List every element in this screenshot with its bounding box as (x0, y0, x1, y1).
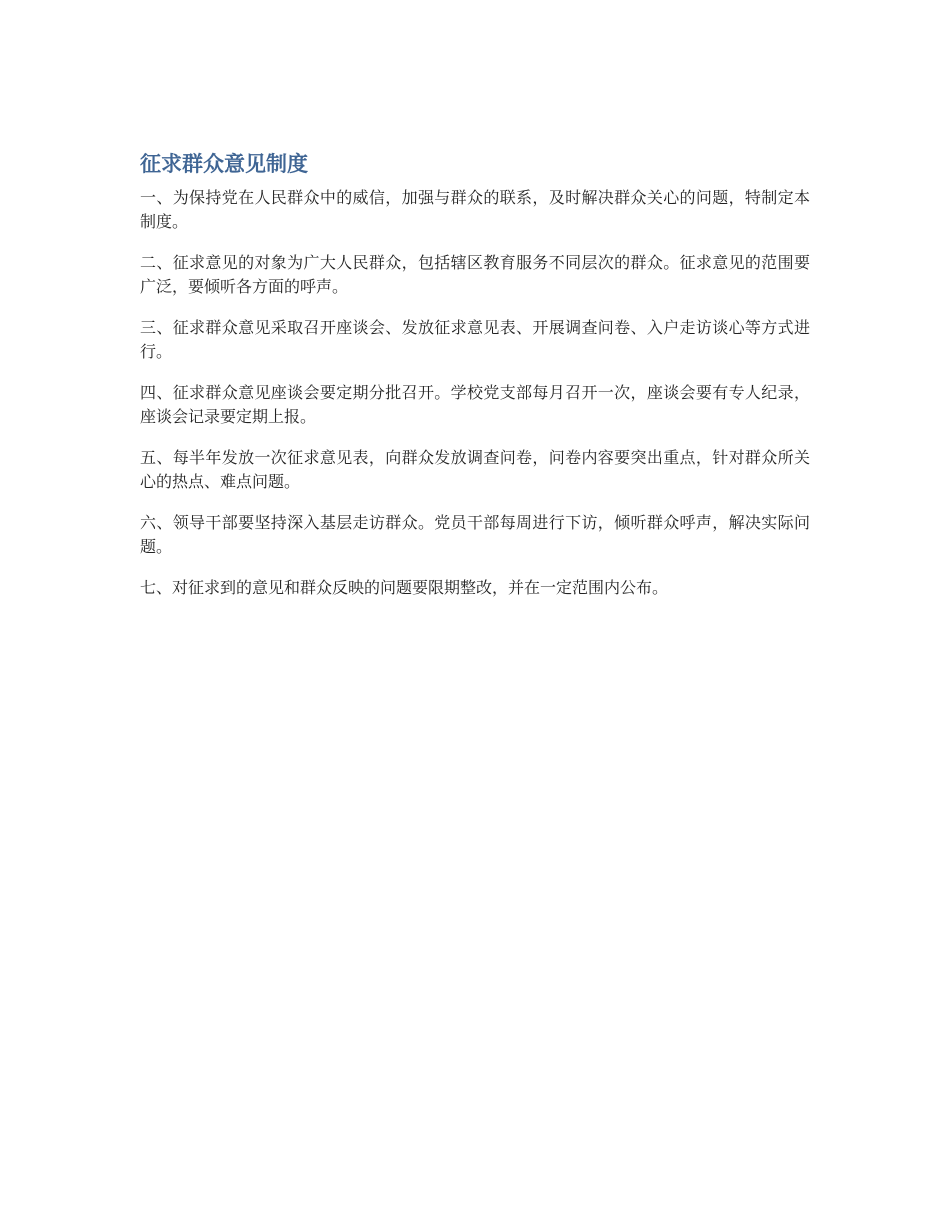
clause-1: 一、为保持党在人民群众中的威信，加强与群众的联系，及时解决群众关心的问题，特制定本制度。 (140, 188, 810, 231)
clause-7: 七、对征求到的意见和群众反映的问题要限期整改，并在一定范围内公布。 (140, 578, 669, 597)
document-page (140, 148, 810, 617)
clause-3: 三、征求群众意见采取召开座谈会、发放征求意见表、开展调查问卷、入户走访谈心等方式进行。 (140, 318, 810, 361)
clause-4: 四、征求群众意见座谈会要定期分批召开。学校党支部每月召开一次，座谈会要有专人纪录，座谈会记录要定期上报。 (140, 383, 810, 426)
document-title: 征求群众意见制度 (140, 152, 308, 176)
clause-5: 五、每半年发放一次征求意见表，向群众发放调查问卷，问卷内容要突出重点，针对群众所关心的热点、难点问题。 (140, 448, 810, 491)
clause-6: 六、领导干部要坚持深入基层走访群众。党员干部每周进行下访，倾听群众呼声，解决实际问题。 (140, 513, 810, 556)
clause-2: 二、征求意见的对象为广大人民群众，包括辖区教育服务不同层次的群众。征求意见的范围要广泛，要倾听各方面的呼声。 (140, 253, 810, 296)
